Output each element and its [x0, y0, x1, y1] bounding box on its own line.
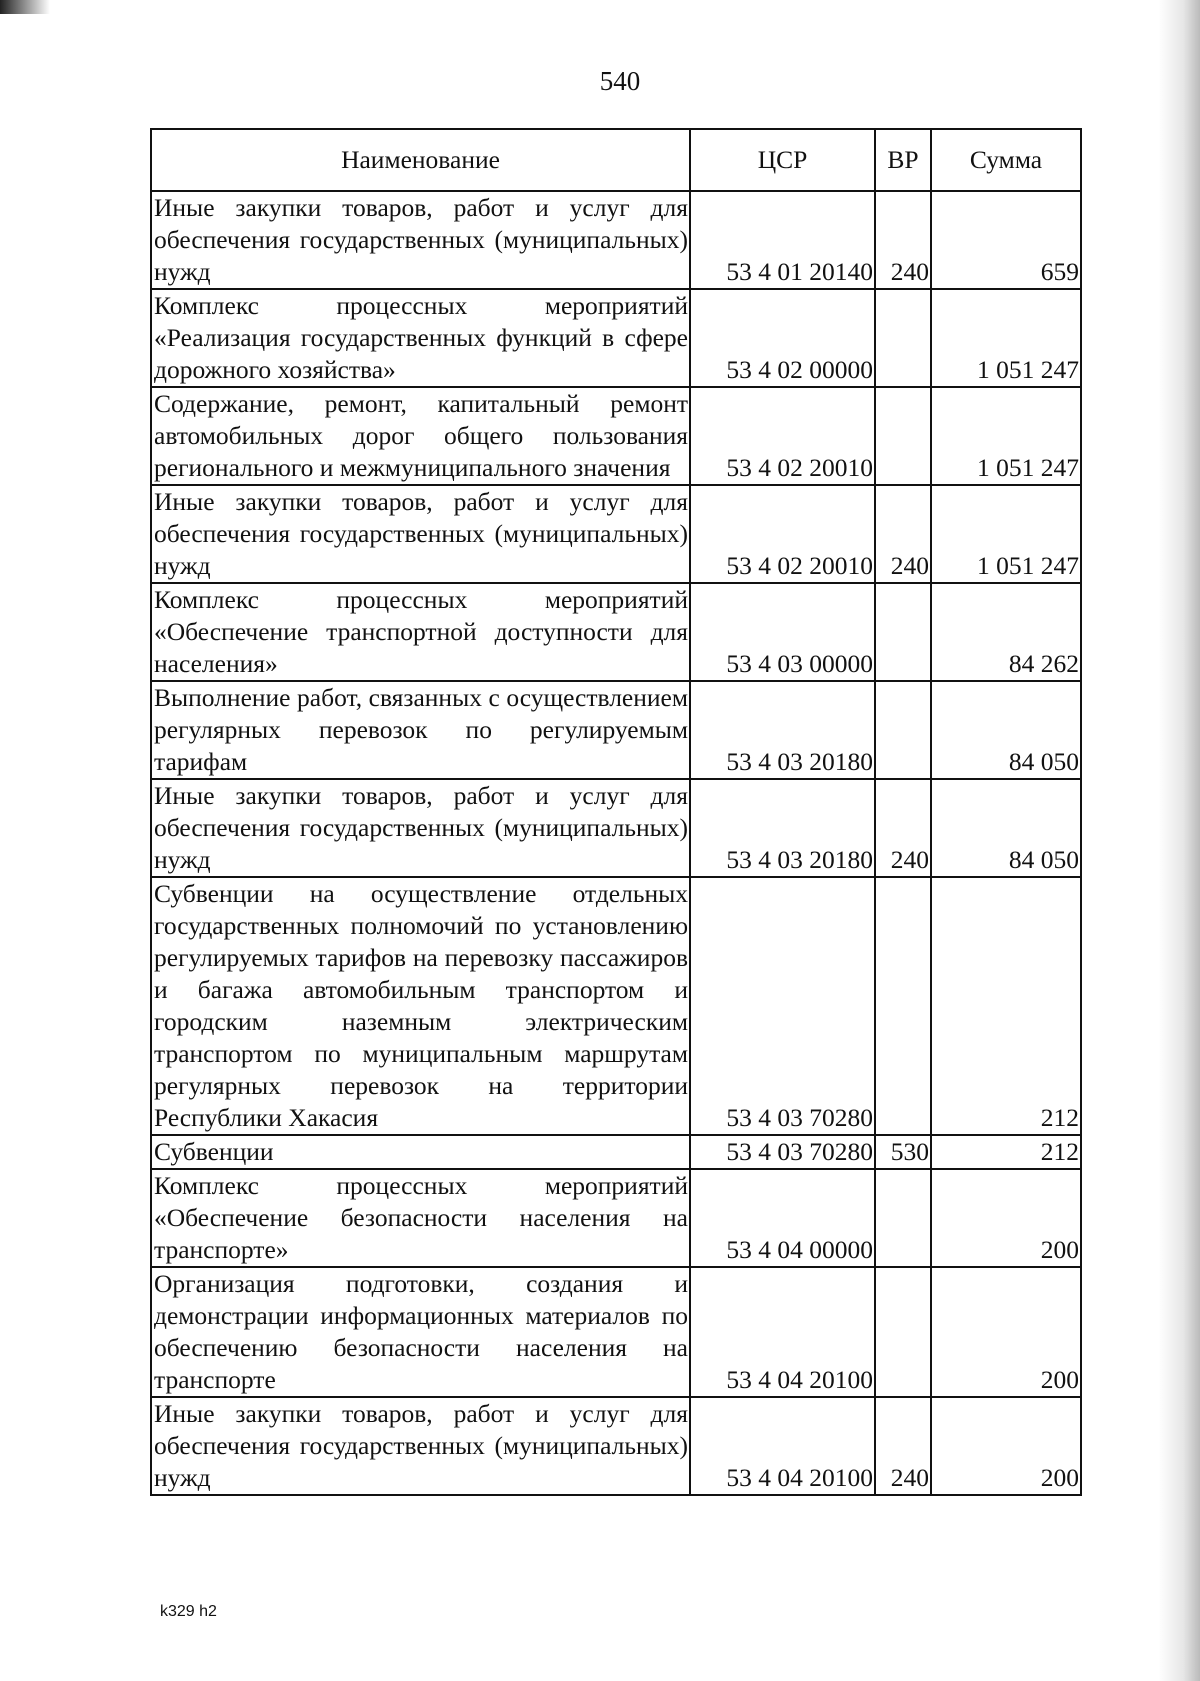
- cell-sum: 84 262: [931, 583, 1081, 681]
- cell-vr: 530: [875, 1135, 931, 1169]
- header-vr: ВР: [875, 129, 931, 191]
- cell-name: Комплекс процессных мероприятий «Обеспечение транспортной доступности для населения»: [151, 583, 690, 681]
- cell-name: Субвенции: [151, 1135, 690, 1169]
- table-row: [151, 681, 1081, 779]
- cell-sum: 84 050: [931, 779, 1081, 877]
- cell-sum: 1 051 247: [931, 485, 1081, 583]
- cell-csr: 53 4 01 20140: [690, 191, 875, 289]
- cell-sum: 84 050: [931, 681, 1081, 779]
- table-row: [151, 1169, 1081, 1267]
- header-name: Наименование: [151, 129, 690, 191]
- scan-edge-shadow: [1158, 0, 1200, 1681]
- cell-vr: [875, 387, 931, 485]
- budget-table: [150, 128, 1082, 1496]
- table-row: [151, 877, 1081, 1135]
- cell-sum: 1 051 247: [931, 289, 1081, 387]
- table-row: [151, 191, 1081, 289]
- table-row: [151, 289, 1081, 387]
- header-sum: Сумма: [931, 129, 1081, 191]
- cell-csr: 53 4 04 20100: [690, 1397, 875, 1495]
- cell-csr: 53 4 03 20180: [690, 779, 875, 877]
- table-row: [151, 583, 1081, 681]
- table-row: [151, 1135, 1081, 1169]
- header-csr: ЦСР: [690, 129, 875, 191]
- table-row: [151, 1267, 1081, 1397]
- cell-name: Комплекс процессных мероприятий «Реализация государственных функций в сфере дорожного хозяйства»: [151, 289, 690, 387]
- cell-sum: 200: [931, 1169, 1081, 1267]
- cell-name: Иные закупки товаров, работ и услуг для обеспечения государственных (муниципальных) нужд: [151, 779, 690, 877]
- table-row: [151, 387, 1081, 485]
- cell-vr: [875, 1267, 931, 1397]
- document-code: k329 h2: [160, 1603, 217, 1620]
- cell-sum: 212: [931, 1135, 1081, 1169]
- page-number: 540: [599, 66, 641, 96]
- cell-vr: [875, 681, 931, 779]
- cell-csr: 53 4 04 00000: [690, 1169, 875, 1267]
- cell-vr: [875, 877, 931, 1135]
- cell-csr: 53 4 03 00000: [690, 583, 875, 681]
- table-row: [151, 779, 1081, 877]
- cell-sum: 1 051 247: [931, 387, 1081, 485]
- cell-name: Иные закупки товаров, работ и услуг для обеспечения государственных (муниципальных) нужд: [151, 191, 690, 289]
- table-row: [151, 485, 1081, 583]
- cell-csr: 53 4 02 20010: [690, 485, 875, 583]
- cell-csr: 53 4 03 70280: [690, 1135, 875, 1169]
- cell-csr: 53 4 02 00000: [690, 289, 875, 387]
- cell-vr: 240: [875, 779, 931, 877]
- cell-vr: 240: [875, 485, 931, 583]
- scan-artifact: [0, 0, 50, 14]
- cell-csr: 53 4 02 20010: [690, 387, 875, 485]
- cell-sum: 212: [931, 877, 1081, 1135]
- cell-name: Организация подготовки, создания и демонстрации информационных материалов по обеспечению безопасности населения на транспорте: [151, 1267, 690, 1397]
- cell-name: Иные закупки товаров, работ и услуг для обеспечения государственных (муниципальных) нужд: [151, 485, 690, 583]
- cell-csr: 53 4 03 70280: [690, 877, 875, 1135]
- cell-csr: 53 4 03 20180: [690, 681, 875, 779]
- cell-sum: 659: [931, 191, 1081, 289]
- cell-sum: 200: [931, 1267, 1081, 1397]
- cell-csr: 53 4 04 20100: [690, 1267, 875, 1397]
- cell-name: Выполнение работ, связанных с осуществлением регулярных перевозок по регулируемым тарифам: [151, 681, 690, 779]
- cell-vr: 240: [875, 1397, 931, 1495]
- table-header-row: [151, 129, 1081, 191]
- table-row: [151, 1397, 1081, 1495]
- cell-name: Иные закупки товаров, работ и услуг для обеспечения государственных (муниципальных) нужд: [151, 1397, 690, 1495]
- cell-name: Комплекс процессных мероприятий «Обеспечение безопасности населения на транспорте»: [151, 1169, 690, 1267]
- cell-vr: [875, 1169, 931, 1267]
- cell-vr: [875, 289, 931, 387]
- cell-name: Содержание, ремонт, капитальный ремонт автомобильных дорог общего пользования регионального и межмуниципального значения: [151, 387, 690, 485]
- cell-name: Субвенции на осуществление отдельных государственных полномочий по установлению регулируемых тарифов на перевозку пассажиров и багажа автомобильным транспортом и городским наземным электрическим транспортом по муниципальным маршрутам регулярных перевозок на территории Республики Хакасия: [151, 877, 690, 1135]
- cell-vr: [875, 583, 931, 681]
- cell-sum: 200: [931, 1397, 1081, 1495]
- cell-vr: 240: [875, 191, 931, 289]
